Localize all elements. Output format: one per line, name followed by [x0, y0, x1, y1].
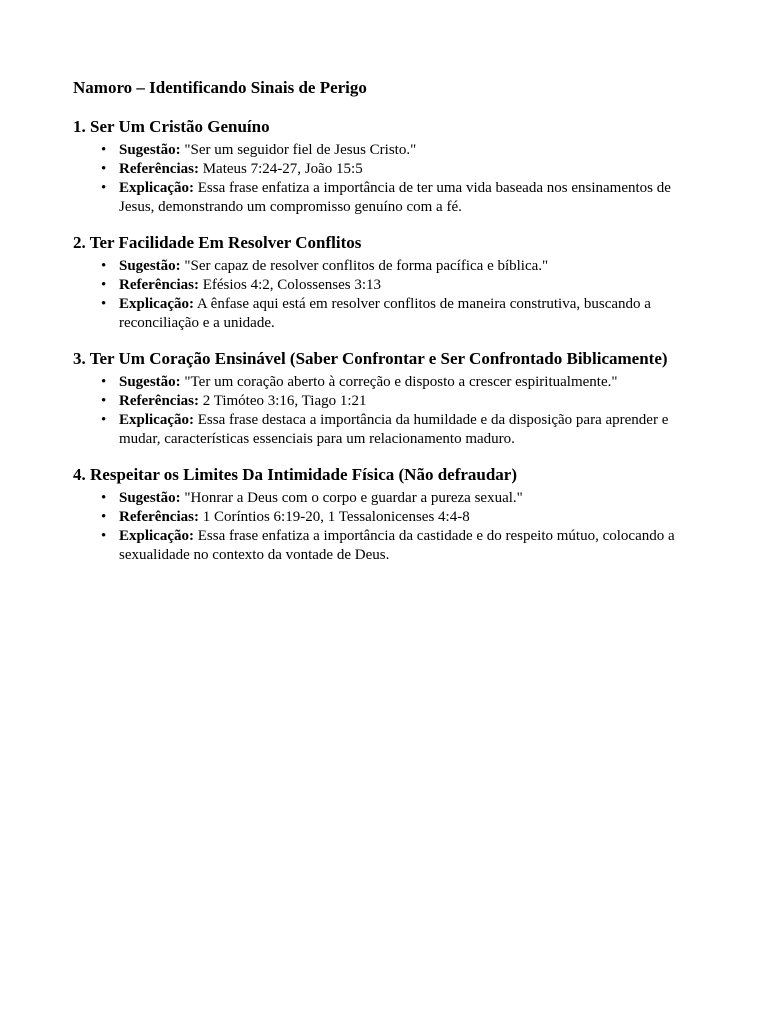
bullet-references — [119, 508, 695, 527]
section-1 — [73, 117, 695, 217]
section-heading: 3. Ter Um Coração Ensinável (Saber Confrontar e Ser Confrontado Biblicamente) — [73, 349, 668, 368]
bullet-explanation — [119, 411, 695, 449]
bullet-suggestion — [119, 489, 695, 508]
section-heading: 4. Respeitar os Limites Da Intimidade Física (Não defraudar) — [73, 465, 518, 484]
bullet-label: Sugestão: — [119, 374, 181, 390]
bullet-list — [73, 373, 695, 449]
document-title: Namoro – Identificando Sinais de Perigo — [73, 78, 367, 97]
bullet-text: 1 Coríntios 6:19-20, 1 Tessalonicenses 4:4-8 — [198, 509, 470, 525]
bullet-suggestion — [119, 141, 695, 160]
bullet-text: Efésios 4:2, Colossenses 3:13 — [198, 277, 382, 293]
section-heading: 2. Ter Facilidade Em Resolver Conflitos — [73, 233, 362, 252]
bullet-label: Explicação: — [119, 528, 194, 544]
bullet-label: Explicação: — [119, 296, 194, 312]
bullet-label: Referências: — [119, 509, 199, 525]
bullet-list — [73, 257, 695, 333]
bullet-text: 2 Timóteo 3:16, Tiago 1:21 — [198, 393, 367, 409]
bullet-label: Referências: — [119, 161, 199, 177]
section-4 — [73, 465, 695, 565]
bullet-text: Essa frase enfatiza a importância da castidade e do respeito mútuo, colocando a sexualidade no contexto da vontade de Deus. — [119, 528, 675, 563]
bullet-label: Explicação: — [119, 412, 194, 428]
bullet-explanation — [119, 295, 695, 333]
bullet-text: Essa frase destaca a importância da humildade e da disposição para aprender e mudar, características essenciais para um relacionamento maduro. — [119, 412, 669, 447]
bullet-text: "Ser capaz de resolver conflitos de forma pacífica e bíblica." — [180, 258, 549, 274]
section-3 — [73, 349, 695, 449]
bullet-text: "Honrar a Deus com o corpo e guardar a pureza sexual." — [180, 490, 523, 506]
bullet-text: "Ser um seguidor fiel de Jesus Cristo." — [180, 142, 417, 158]
bullet-label: Referências: — [119, 277, 199, 293]
bullet-references — [119, 160, 695, 179]
bullet-explanation — [119, 527, 695, 565]
bullet-text: Mateus 7:24-27, João 15:5 — [198, 161, 363, 177]
bullet-label: Sugestão: — [119, 142, 181, 158]
bullet-text: A ênfase aqui está em resolver conflitos de maneira construtiva, buscando a reconciliação e a unidade. — [119, 296, 651, 331]
bullet-list — [73, 141, 695, 217]
bullet-label: Referências: — [119, 393, 199, 409]
bullet-references — [119, 392, 695, 411]
bullet-suggestion — [119, 257, 695, 276]
bullet-label: Sugestão: — [119, 258, 181, 274]
bullet-text: "Ter um coração aberto à correção e disposto a crescer espiritualmente." — [180, 374, 618, 390]
bullet-suggestion — [119, 373, 695, 392]
bullet-references — [119, 276, 695, 295]
bullet-label: Sugestão: — [119, 490, 181, 506]
bullet-text: Essa frase enfatiza a importância de ter uma vida baseada nos ensinamentos de Jesus, demonstrando um compromisso genuíno com a fé. — [119, 180, 671, 215]
bullet-list — [73, 489, 695, 565]
section-2 — [73, 233, 695, 333]
bullet-explanation — [119, 179, 695, 217]
section-heading: 1. Ser Um Cristão Genuíno — [73, 117, 270, 136]
bullet-label: Explicação: — [119, 180, 194, 196]
